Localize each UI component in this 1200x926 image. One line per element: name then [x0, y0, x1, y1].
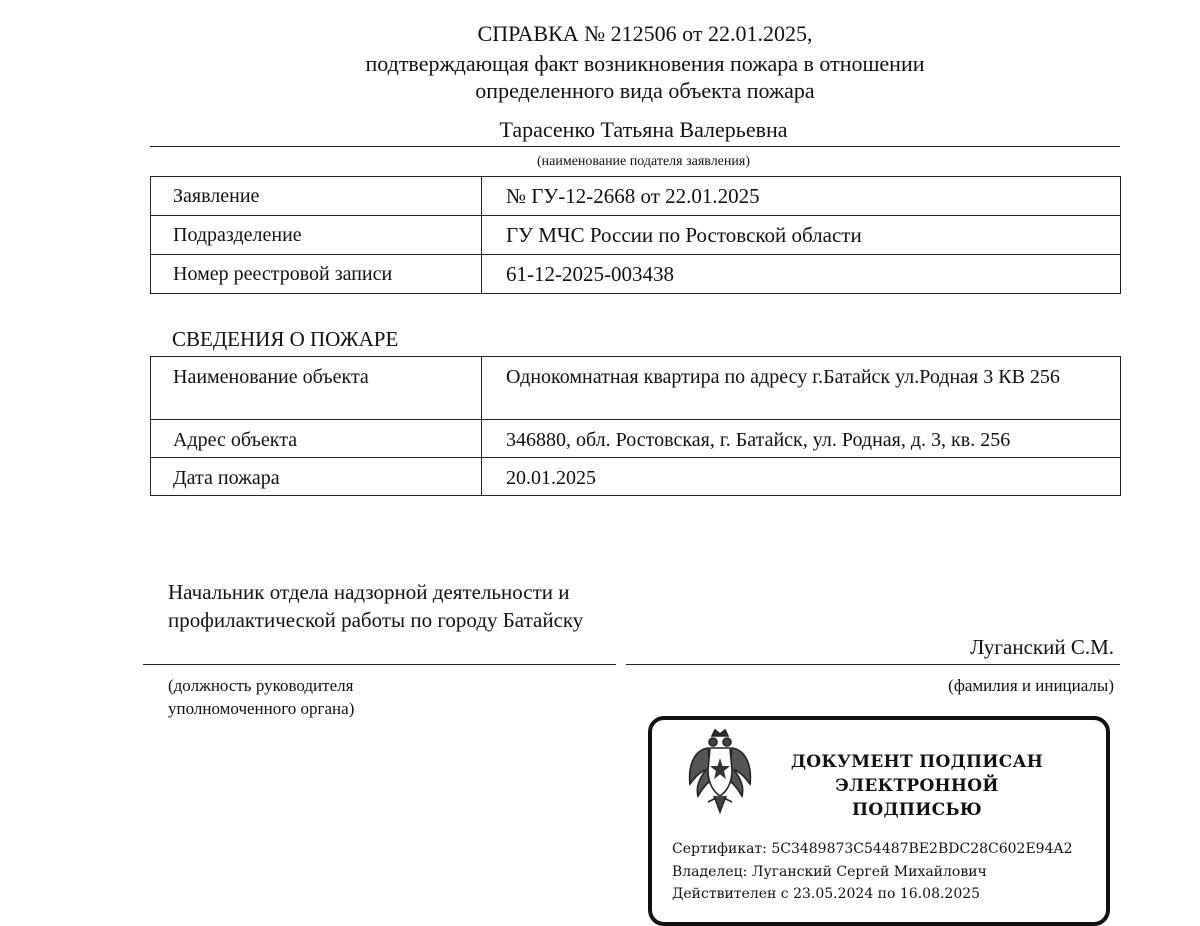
applicant-caption: (наименование подателя заявления) [537, 154, 750, 169]
applicant-underline [150, 146, 1120, 147]
emercom-eagle-emblem-icon [682, 726, 758, 818]
object-address-value: 346880, обл. Ростовская, г. Батайск, ул. Родная, д. 3, кв. 256 [482, 420, 1121, 458]
signatory-position: Начальник отдела надзорной деятельности и профилактической работы по городу Батайску [168, 580, 584, 632]
stamp-title-line1: ДОКУМЕНТ ПОДПИСАН [790, 752, 1044, 772]
stamp-details [672, 838, 1102, 906]
certificate-validity: Действителен с 23.05.2024 по 16.08.2025 [672, 886, 981, 902]
table-row [151, 255, 1121, 294]
signatory-name: Луганский С.М. [970, 635, 1114, 659]
certificate-owner: Владелец: Луганский Сергей Михайлович [672, 863, 987, 880]
position-underline [143, 664, 616, 665]
certificate-number: Сертификат: 5C3489873C54487BE2BDC28C602E94A2 [672, 841, 1073, 857]
name-caption: (фамилия и инициалы) [948, 676, 1114, 695]
table-row [151, 177, 1121, 216]
fire-date-value: 20.01.2025 [482, 458, 1121, 496]
application-value: № ГУ-12-2668 от 22.01.2025 [482, 177, 1121, 216]
table-row [151, 216, 1121, 255]
certificate-title: СПРАВКА № 212506 от 22.01.2025, [477, 21, 813, 46]
applicant-name: Тарасенко Татьяна Валерьевна [499, 117, 788, 142]
table-row [151, 357, 1121, 420]
table-row [151, 458, 1121, 496]
certificate-subtitle-line2: определенного вида объекта пожара [475, 78, 815, 103]
object-name-label: Наименование объекта [151, 357, 482, 420]
object-name-value: Однокомнатная квартира по адресу г.Батайск ул.Родная 3 КВ 256 [482, 357, 1121, 420]
name-underline [626, 664, 1120, 665]
registry-number-value: 61-12-2025-003438 [482, 255, 1121, 294]
electronic-signature-stamp [648, 716, 1110, 926]
table-row [151, 420, 1121, 458]
position-caption: (должность руководителя уполномоченного органа) [168, 676, 355, 718]
application-table [150, 176, 1121, 294]
division-value: ГУ МЧС России по Ростовской области [482, 216, 1121, 255]
fire-info-table [150, 356, 1121, 496]
division-label: Подразделение [151, 216, 482, 255]
application-label: Заявление [151, 177, 482, 216]
fire-date-label: Дата пожара [151, 458, 482, 496]
stamp-title-line2: ЭЛЕКТРОННОЙ ПОДПИСЬЮ [835, 776, 999, 820]
object-address-label: Адрес объекта [151, 420, 482, 458]
stamp-title [772, 750, 1062, 822]
certificate-subtitle-line1: подтверждающая факт возникновения пожара в отношении [365, 51, 925, 76]
fire-section-title: СВЕДЕНИЯ О ПОЖАРЕ [172, 327, 399, 351]
registry-number-label: Номер реестровой записи [151, 255, 482, 294]
